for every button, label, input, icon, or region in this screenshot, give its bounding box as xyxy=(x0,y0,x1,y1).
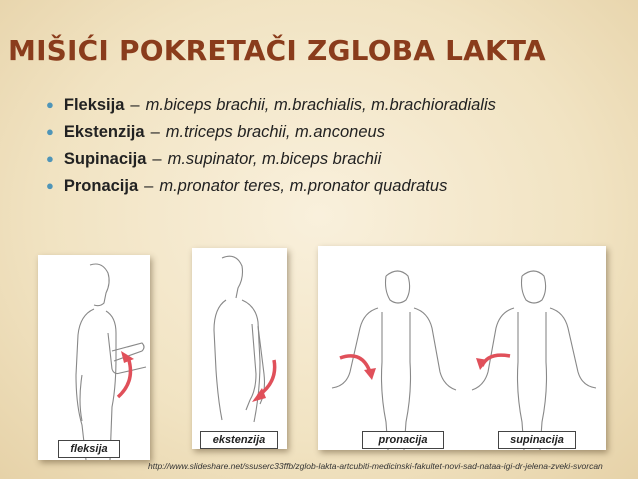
figure-ekstenzija xyxy=(192,248,287,449)
bullet-term: Supinacija xyxy=(63,150,147,168)
figure-label: pronacija xyxy=(362,431,444,449)
figure-pronacija-supinacija xyxy=(318,246,606,450)
bullet-term: Ekstenzija xyxy=(63,123,145,141)
bullet-dash: – xyxy=(144,177,154,195)
bullet-term: Pronacija xyxy=(63,177,139,195)
figure-fleksija xyxy=(38,255,150,460)
red-curved-arrow-icon xyxy=(318,246,606,450)
bullet-icon: ● xyxy=(46,178,54,193)
bullet-desc: m.biceps brachii, m.brachialis, m.brachioradialis xyxy=(145,96,496,114)
bullet-icon: ● xyxy=(46,151,54,166)
bullet-item xyxy=(46,96,636,123)
bullet-term: Fleksija xyxy=(63,96,125,114)
bullet-icon: ● xyxy=(46,97,54,112)
bullet-item xyxy=(46,123,636,150)
figure-label: ekstenzija xyxy=(200,431,278,449)
bullet-dash: – xyxy=(130,96,140,114)
bullet-list xyxy=(46,96,636,204)
bullet-desc: m.triceps brachii, m.anconeus xyxy=(165,123,385,141)
bullet-dash: – xyxy=(150,123,160,141)
red-curved-arrow-icon xyxy=(38,255,150,460)
bullet-icon: ● xyxy=(46,124,54,139)
figure-label: fleksija xyxy=(58,440,120,458)
bullet-dash: – xyxy=(152,150,162,168)
bullet-item xyxy=(46,150,636,177)
figure-label: supinacija xyxy=(498,431,576,449)
bullet-desc: m.pronator teres, m.pronator quadratus xyxy=(159,177,448,195)
source-url: http://www.slideshare.net/ssuserc33ffb/zglob-lakta-artcubiti-medicinski-fakultet-novi-sad-nataa-igi-dr-jelena-zveki-svorcan xyxy=(148,461,603,471)
slide-title: MIŠIĆI POKRETAČI ZGLOBA LAKTA xyxy=(8,34,546,67)
bullet-item xyxy=(46,177,636,204)
bullet-desc: m.supinator, m.biceps brachii xyxy=(167,150,382,168)
red-curved-arrow-icon xyxy=(192,248,287,449)
